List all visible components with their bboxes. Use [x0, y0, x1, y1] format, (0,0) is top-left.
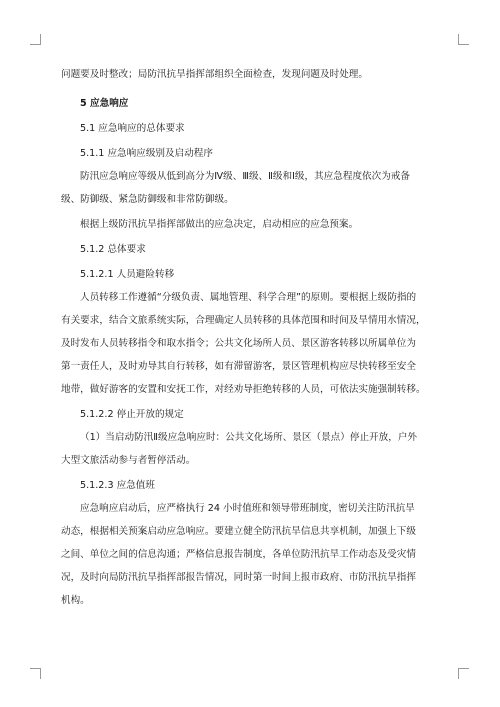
crop-mark-bottom-left	[30, 668, 41, 679]
paragraph-line: 人员转移工作遵循“分级负责、属地管理、科学合理”的原则。要根据上级防指的	[80, 292, 417, 303]
paragraph-line: （1）当启动防汛Ⅱ级应急响应时：公共文化场所、景区（景点）停止开放，户外	[80, 432, 418, 443]
heading-section-5: 5 应急响应	[80, 98, 129, 109]
crop-mark-top-right	[458, 34, 469, 45]
crop-mark-bottom-right	[458, 668, 469, 679]
heading-5-1-2-2: 5.1.2.2 停止开放的规定	[80, 409, 184, 420]
crop-mark-top-left	[30, 34, 41, 45]
heading-5-1-1: 5.1.1 应急响应级别及启动程序	[80, 148, 213, 159]
paragraph-line: 之间、单位之间的信息沟通；严格信息报告制度，各单位防汛抗旱工作动态及受灾情	[61, 549, 416, 560]
paragraph-line: 有关要求，结合文旅系统实际，合理确定人员转移的具体范围和时间及旱情用水情况，	[61, 315, 426, 326]
paragraph-line: 第一责任人，及时劝导其自行转移，如有滞留游客，景区管理机构应尽快转移至安全	[61, 361, 416, 372]
paragraph-line: 防汛应急响应等级从低到高分为Ⅳ级、Ⅲ级、Ⅱ级和Ⅰ级，其应急程度依次为戒备	[80, 171, 411, 182]
paragraph-line: 况，及时向局防汛抗旱指挥部报告情况，同时第一时间上报市政府、市防汛抗旱指挥	[61, 572, 416, 583]
heading-5-1-2-1: 5.1.2.1 人员避险转移	[80, 269, 175, 280]
heading-5-1-2: 5.1.2 总体要求	[80, 244, 146, 255]
paragraph-line: 动态，根据相关预案启动应急响应。要建立健全防汛抗旱信息共享机制，加强上下级	[61, 526, 416, 537]
document-body	[61, 68, 441, 607]
paragraph-line: 根据上级防汛抗旱指挥部做出的应急决定，启动相应的应急预案。	[80, 219, 359, 230]
paragraph-line: 问题要及时整改；局防汛抗旱指挥部组织全面检查，发现问题及时处理。	[61, 69, 368, 80]
paragraph-line: 应急响应启动后，应严格执行 24 小时值班和领导带班制度，密切关注防汛抗旱	[80, 503, 415, 514]
paragraph-line: 大型文旅活动参与者暂停活动。	[61, 455, 196, 466]
paragraph-line: 级、防御级、紧急防御级和非常防御级。	[61, 194, 234, 205]
heading-5-1: 5.1 应急响应的总体要求	[80, 123, 185, 134]
heading-5-1-2-3: 5.1.2.3 应急值班	[80, 480, 155, 491]
paragraph-line: 机构。	[61, 595, 90, 606]
paragraph-line: 地带，做好游客的安置和安抚工作，对经劝导拒绝转移的人员，可依法实施强制转移。	[61, 384, 426, 395]
paragraph-line: 及时发布人员转移指令和取水指令；公共文化场所人员、景区游客转移以所属单位为	[61, 338, 416, 349]
